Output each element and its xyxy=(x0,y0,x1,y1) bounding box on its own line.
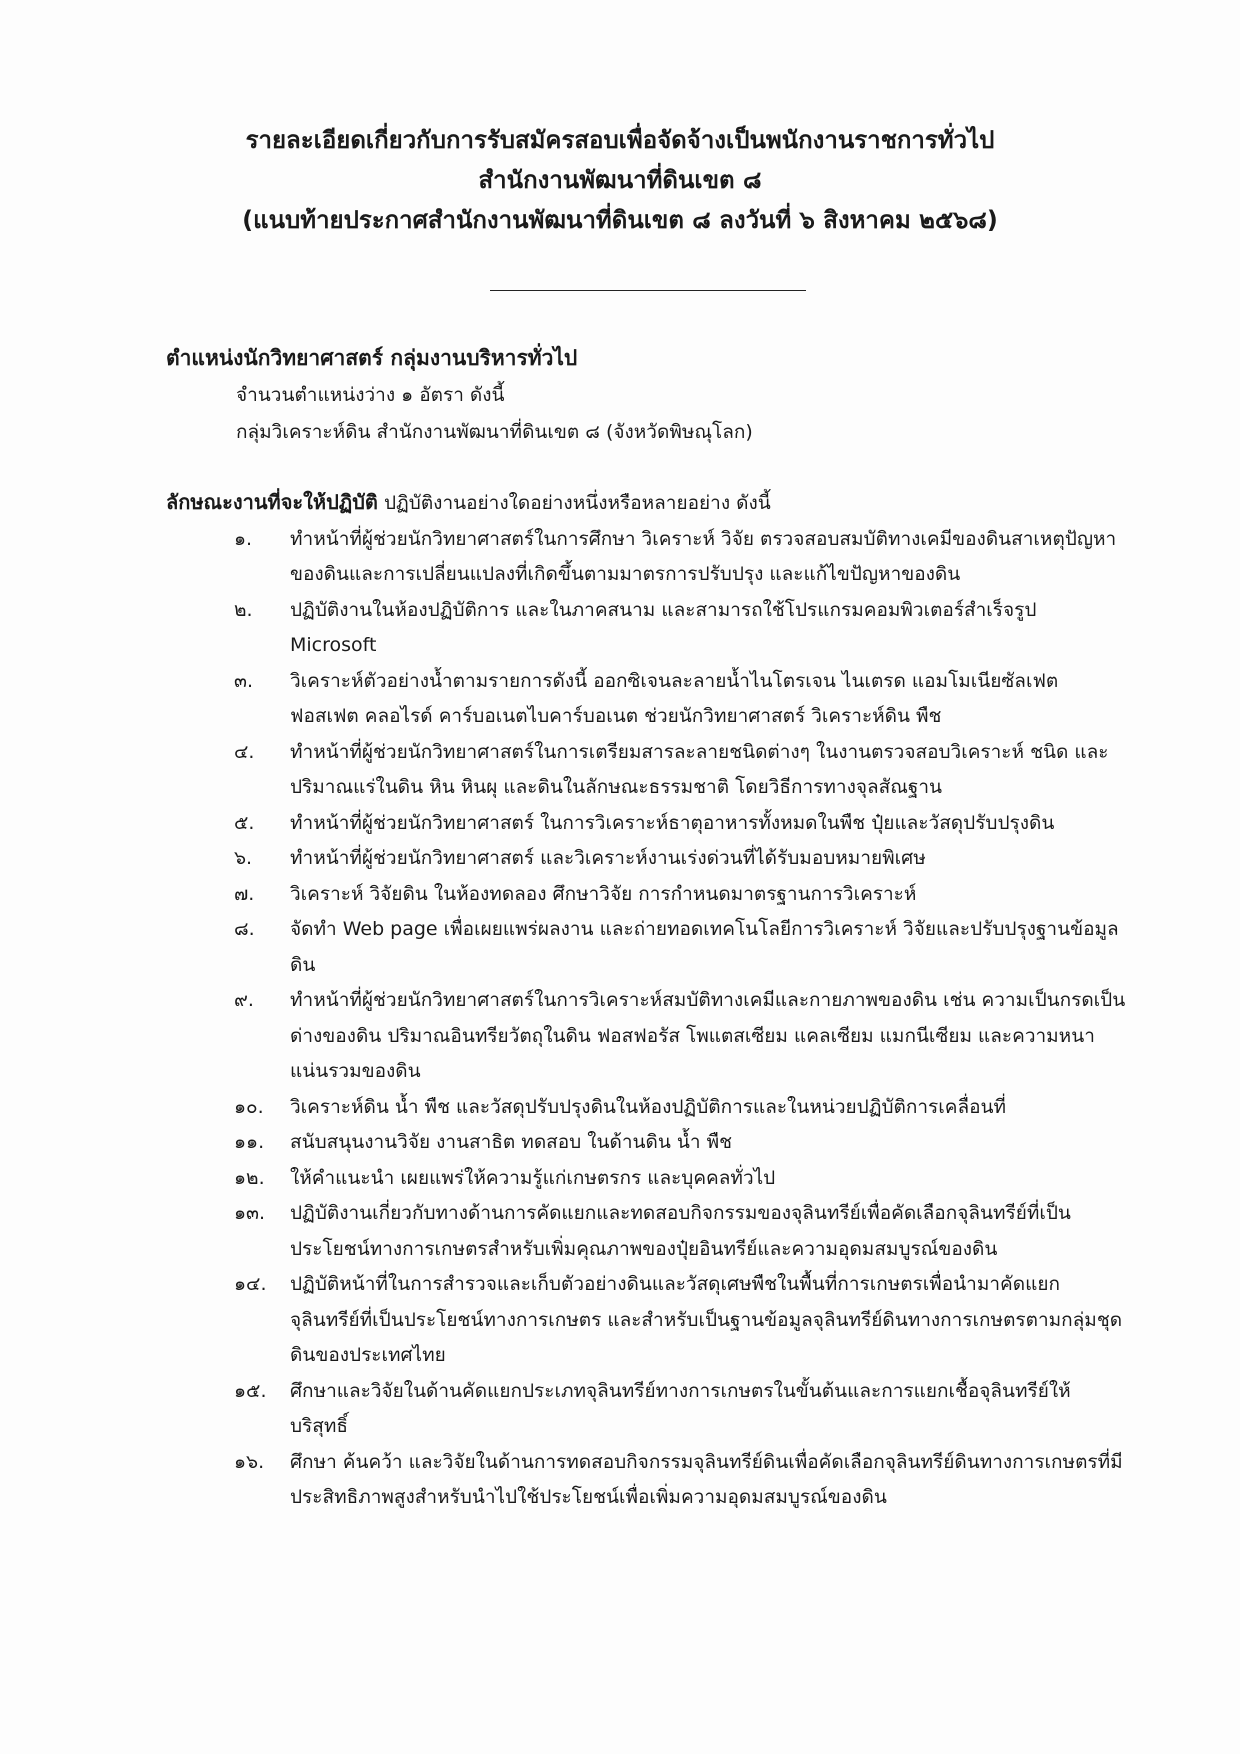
duty-text: ทำหน้าที่ผู้ช่วยนักวิทยาศาสตร์ในการศึกษา วิเคราะห์ วิจัย ตรวจสอบสมบัติทางเคมีของดินสาเหตุปัญหาของดินและการเปลี่ยนแปลงที่เกิดขึ้นตามมาตรการปรับปรุง และแก้ไขปัญหาของดิน xyxy=(290,527,1117,585)
duty-text: ปฏิบัติหน้าที่ในการสำรวจและเก็บตัวอย่างดินและวัสดุเศษพืชในพื้นที่การเกษตรเพื่อนำมาคัดแยกจุลินทรีย์ที่เป็นประโยชน์ทางการเกษตร และสำหรับเป็นฐานข้อมูลจุลินทรีย์ดินทางการเกษตรตามกลุ่มชุดดินของประเทศไทย xyxy=(290,1273,1123,1366)
duty-list xyxy=(166,522,1126,1516)
duty-text: สนับสนุนงานวิจัย งานสาธิต ทดสอบ ในด้านดิน น้ำ พืช xyxy=(290,1131,733,1153)
duty-item xyxy=(166,806,1126,842)
duty-text: วิเคราะห์ดิน น้ำ พืช และวัสดุปรับปรุงดินในห้องปฏิบัติการและในหน่วยปฏิบัติการเคลื่อนที่ xyxy=(290,1095,1007,1118)
duty-item xyxy=(166,983,1126,1090)
duty-text: ปฏิบัติงานเกี่ยวกับทางด้านการคัดแยกและทดสอบกิจกรรมของจุลินทรีย์เพื่อคัดเลือกจุลินทรีย์ที่เป็นประโยชน์ทางการเกษตรสำหรับเพิ่มคุณภาพของปุ๋ยอินทรีย์และความอุดมสมบูรณ์ของดิน xyxy=(290,1202,1071,1260)
duty-number: ๗. xyxy=(234,882,255,905)
duty-item xyxy=(166,841,1126,877)
duty-item xyxy=(166,593,1126,664)
position-unit: กลุ่มวิเคราะห์ดิน สำนักงานพัฒนาที่ดินเขต ๘ (จังหวัดพิษณุโลก) xyxy=(236,421,753,443)
header-announcement-ref-line: (แนบท้ายประกาศสำนักงานพัฒนาที่ดินเขต ๘ ลงวันที่ ๖ สิงหาคม ๒๕๖๘) xyxy=(242,206,998,234)
duty-number: ๙. xyxy=(234,989,254,1011)
duty-number: ๑๒. xyxy=(234,1166,265,1189)
duties-heading: ลักษณะงานที่จะให้ปฏิบัติ xyxy=(166,490,378,514)
duty-number: ๘. xyxy=(234,918,255,940)
duty-item xyxy=(166,1267,1126,1374)
duty-number: ๕. xyxy=(234,811,255,834)
duty-text: ทำหน้าที่ผู้ช่วยนักวิทยาศาสตร์ และวิเคราะห์งานเร่งด่วนที่ได้รับมอบหมายพิเศษ xyxy=(290,847,926,869)
duty-item xyxy=(166,735,1126,806)
duty-number: ๑๕. xyxy=(234,1379,267,1402)
duty-item xyxy=(166,877,1126,913)
header-title-line: รายละเอียดเกี่ยวกับการรับสมัครสอบเพื่อจัดจ้างเป็นพนักงานราชการทั่วไป xyxy=(245,126,995,154)
duty-number: ๑๑. xyxy=(234,1131,265,1153)
duty-text: ทำหน้าที่ผู้ช่วยนักวิทยาศาสตร์ในการวิเคราะห์สมบัติทางเคมีและกายภาพของดิน เช่น ความเป็นกรดเป็นด่างของดิน ปริมาณอินทรียวัตถุในดิน ฟอสฟอรัส โพแตสเซียม แคลเซียม แมกนีเซียม และความหนาแน่นรวมของดิน xyxy=(290,989,1126,1082)
header-office-line: สำนักงานพัฒนาที่ดินเขต ๘ xyxy=(478,166,762,194)
duty-item xyxy=(166,664,1126,735)
duties-section xyxy=(166,485,1126,1516)
duty-item xyxy=(166,1090,1126,1126)
duty-number: ๖. xyxy=(234,847,253,869)
duty-item xyxy=(166,1196,1126,1267)
duty-text: ทำหน้าที่ผู้ช่วยนักวิทยาศาสตร์ในการเตรียมสารละลายชนิดต่างๆ ในงานตรวจสอบวิเคราะห์ ชนิด และปริมาณแร่ในดิน หิน หินผุ และดินในลักษณะธรรมชาติ โดยวิธีการทางจุลสัณฐาน xyxy=(290,740,1109,798)
duty-item xyxy=(166,522,1126,593)
duties-intro: ปฏิบัติงานอย่างใดอย่างหนึ่งหรือหลายอย่าง ดังนี้ xyxy=(377,492,771,514)
position-vacancies: จำนวนตำแหน่งว่าง ๑ อัตรา ดังนี้ xyxy=(236,384,505,406)
duty-number: ๒. xyxy=(234,598,253,621)
position-title: ตำแหน่งนักวิทยาศาสตร์ กลุ่มงานบริหารทั่วไป xyxy=(166,346,578,370)
duty-text: จัดทำ Web page เพื่อเผยแพร่ผลงาน และถ่ายทอดเทคโนโลยีการวิเคราะห์ วิจัยและปรับปรุงฐานข้อมูลดิน xyxy=(290,918,1119,976)
duty-number: ๑๔. xyxy=(234,1273,267,1295)
duty-number: ๑. xyxy=(234,527,253,550)
duty-number: ๑๖. xyxy=(234,1450,265,1473)
duty-item xyxy=(166,1374,1126,1445)
document-header xyxy=(150,120,1090,240)
duty-text: ศึกษา ค้นคว้า และวิจัยในด้านการทดสอบกิจกรรมจุลินทรีย์ดินเพื่อคัดเลือกจุลินทรีย์ดินทางการเกษตรที่มีประสิทธิภาพสูงสำหรับนำไปใช้ประโยชน์เพื่อเพิ่มความอุดมสมบูรณ์ของดิน xyxy=(290,1450,1123,1508)
duty-text: ศึกษาและวิจัยในด้านคัดแยกประเภทจุลินทรีย์ทางการเกษตรในขั้นต้นและการแยกเชื้อจุลินทรีย์ให้บริสุทธิ์ xyxy=(290,1379,1071,1437)
duty-text: ทำหน้าที่ผู้ช่วยนักวิทยาศาสตร์ ในการวิเคราะห์ธาตุอาหารทั้งหมดในพืช ปุ๋ยและวัสดุปรับปรุงดิน xyxy=(290,811,1055,834)
position-section xyxy=(166,340,1126,451)
duty-number: ๑๐. xyxy=(234,1095,264,1118)
duty-item xyxy=(166,912,1126,983)
duties-heading-line xyxy=(166,485,1126,522)
duty-item xyxy=(166,1161,1126,1197)
duty-number: ๓. xyxy=(234,669,254,692)
duty-text: วิเคราะห์ วิจัยดิน ในห้องทดลอง ศึกษาวิจัย การกำหนดมาตรฐานการวิเคราะห์ xyxy=(290,882,917,905)
duty-text: วิเคราะห์ตัวอย่างน้ำตามรายการดังนี้ ออกซิเจนละลายน้ำไนโตรเจน ไนเตรด แอมโมเนียซัลเฟต ฟอสเฟต คลอไรด์ คาร์บอเนตไบคาร์บอเนต ช่วยนักวิทยาศาสตร์ วิเคราะห์ดิน พืช xyxy=(290,669,1059,727)
header-divider xyxy=(490,290,806,291)
duty-item xyxy=(166,1445,1126,1516)
duty-number: ๔. xyxy=(234,740,255,763)
duty-text: ให้คำแนะนำ เผยแพร่ให้ความรู้แก่เกษตรกร และบุคคลทั่วไป xyxy=(290,1166,776,1189)
duty-number: ๑๓. xyxy=(234,1202,266,1224)
duty-text: ปฏิบัติงานในห้องปฏิบัติการ และในภาคสนาม และสามารถใช้โปรแกรมคอมพิวเตอร์สำเร็จรูป Microsoft xyxy=(290,598,1037,656)
duty-item xyxy=(166,1125,1126,1161)
